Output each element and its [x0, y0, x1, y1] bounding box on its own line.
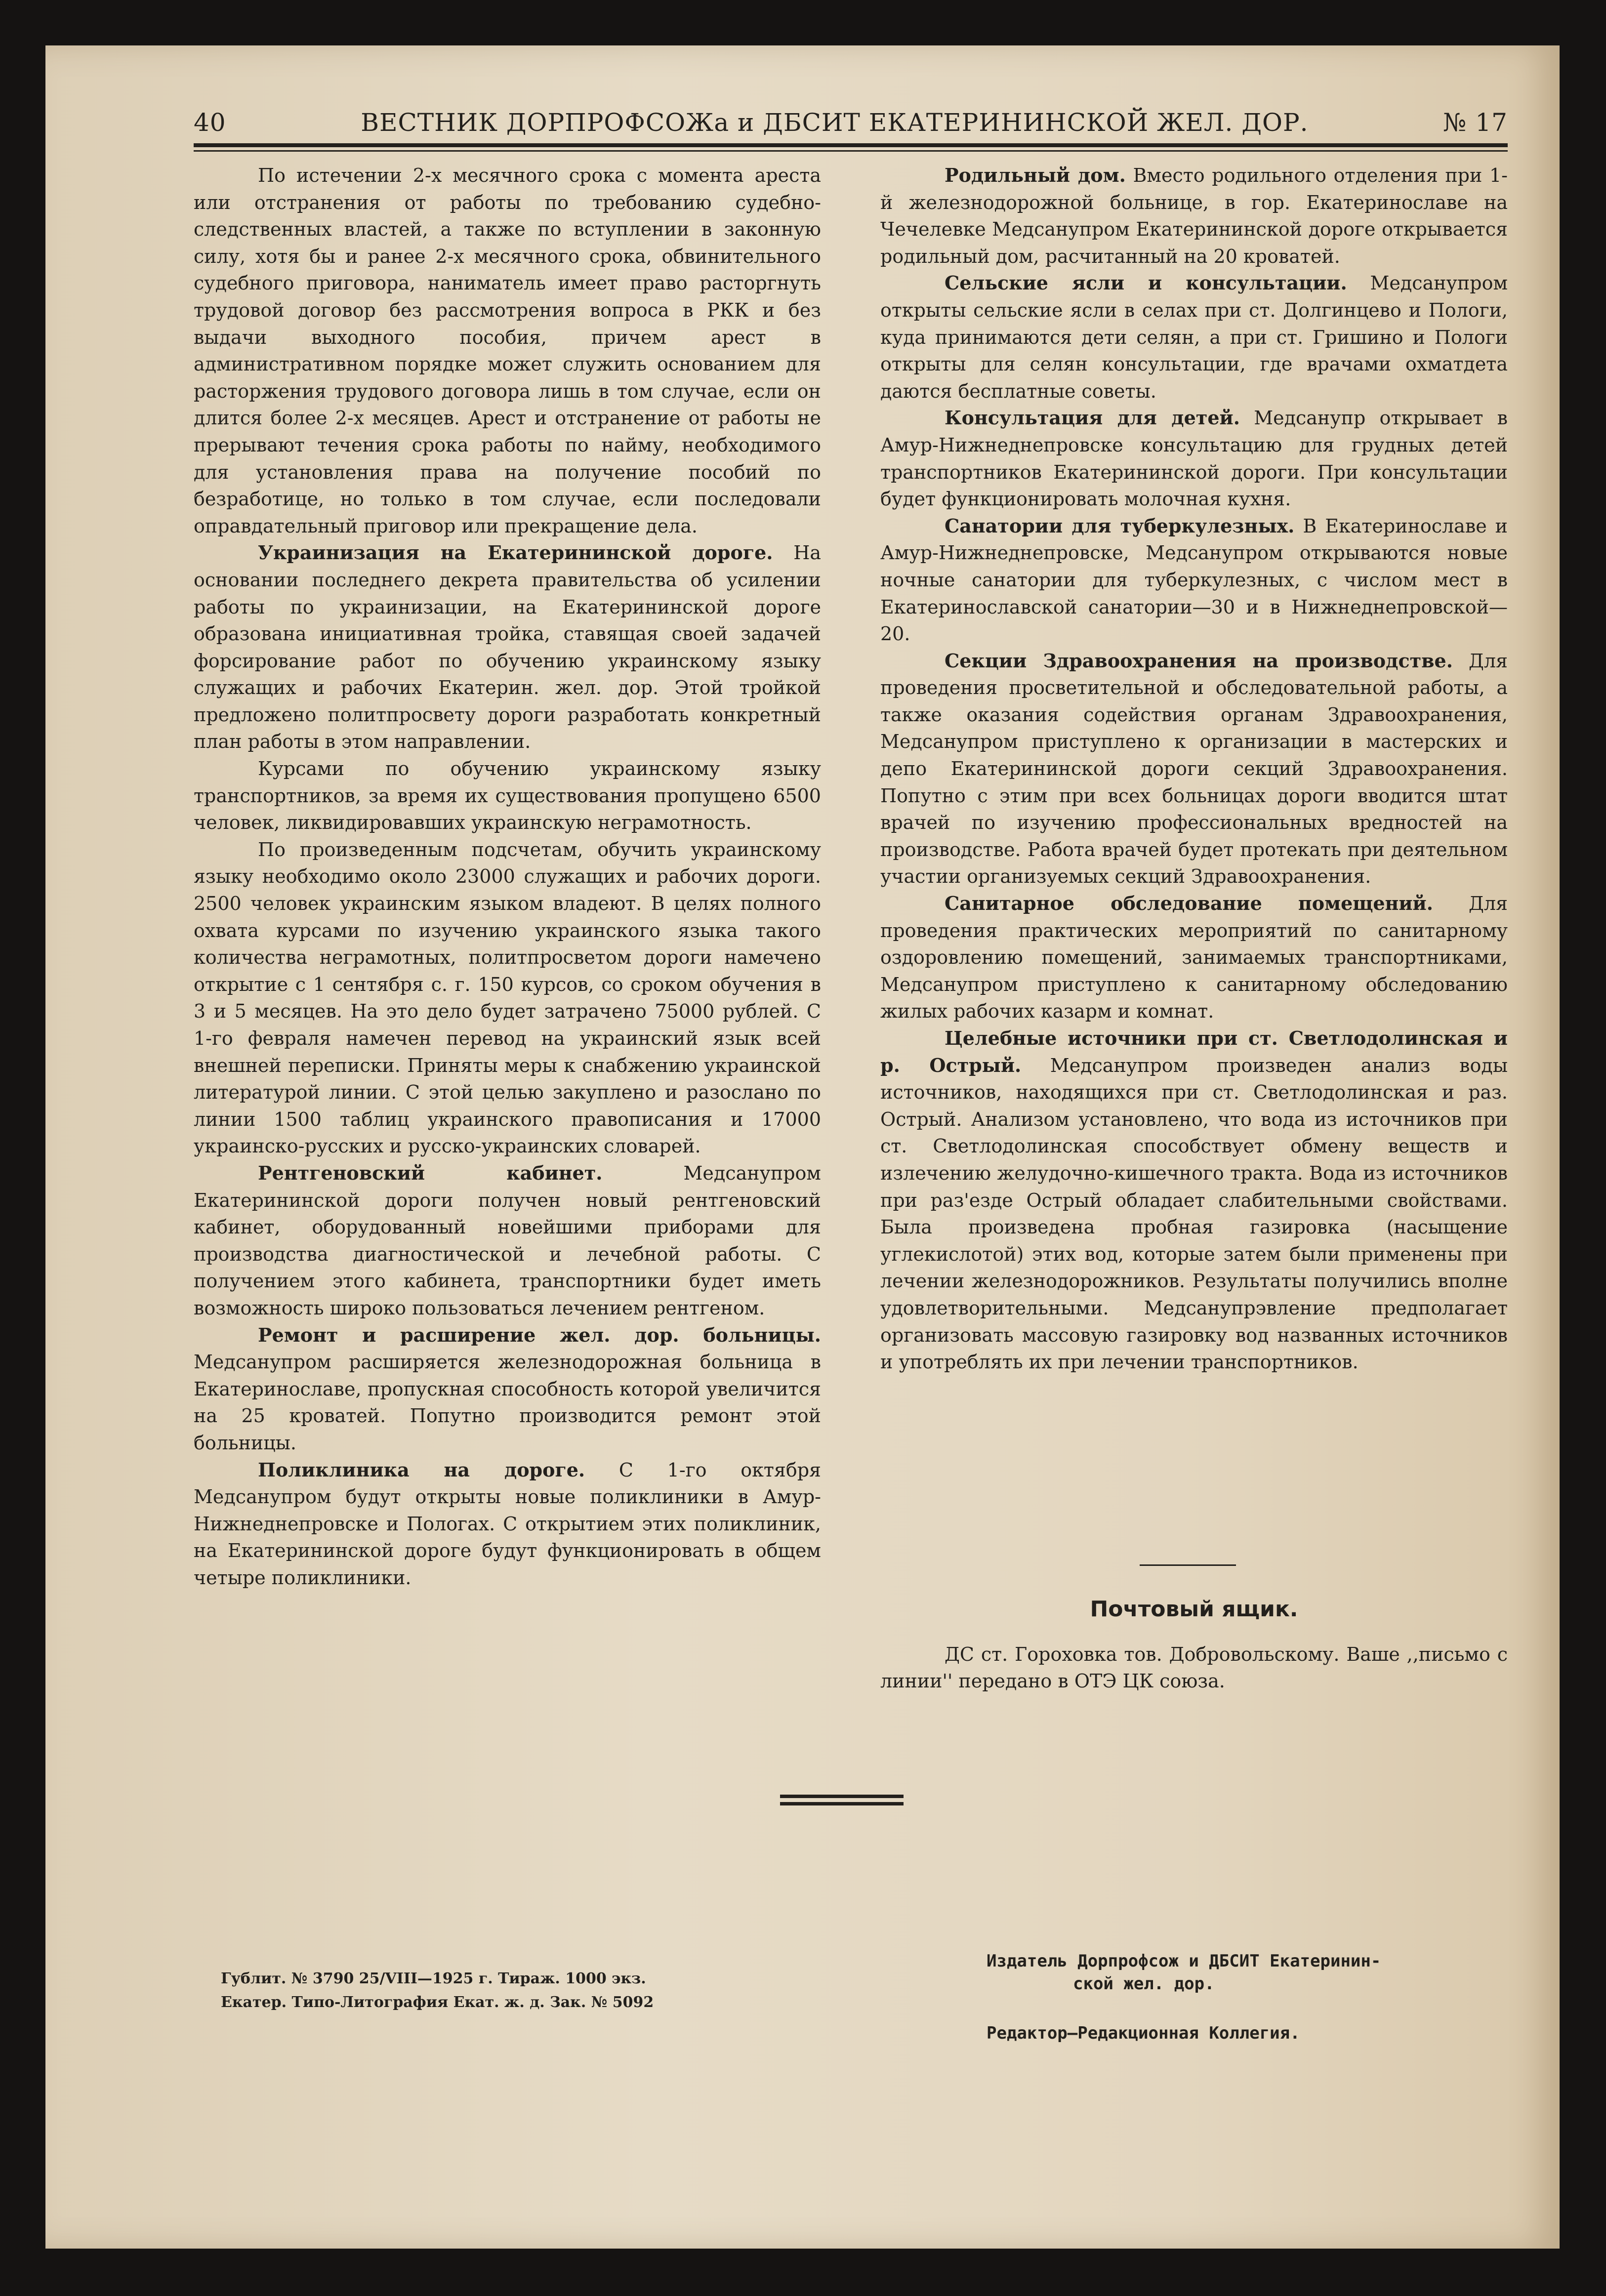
- issue-number: № 17: [1443, 108, 1508, 137]
- page-number: 40: [194, 108, 226, 137]
- article-paragraph: Ремонт и расширение жел. дор. больницы. Медсанупром расширяется железнодорожная больница в Екатеринославе, пропускная способность которой увеличится на 25 кроватей. Попутно производится ремонт этой больницы.: [194, 1323, 821, 1454]
- article-paragraph: Сельские ясли и консультации. Медсанупром открыты сельские ясли в селах при ст. Долгинцево и Пологи, куда принимаются дети селян, а при ст. Гришино и Пологи открыты для селян консультации, где врачами охматдета даются бесплатные советы.: [880, 272, 1508, 402]
- right-column: [880, 162, 1508, 1376]
- publisher-line-1: Издатель Дорпрофсож и ДБСИТ Екатеринин-: [987, 1951, 1381, 1971]
- imprint-line-2: Екатер. Типо-Литография Екат. ж. д. Зак. № 5092: [221, 1994, 654, 2011]
- article-heading: Санатории для туберкулезных.: [945, 514, 1295, 537]
- article-heading: Санитарное обследование помещений.: [945, 892, 1433, 915]
- article-heading: Поликлиника на дороге.: [258, 1458, 585, 1481]
- article-paragraph: Поликлиника на дороге. С 1-го октября Медсанупром будут открыты новые поликлиники в Амур-Нижнеднепровске и Пологах. С открытием этих поликлиник, на Екатерининской дороге будут функционировать в общем четыре поликлиники.: [194, 1458, 821, 1589]
- article-paragraph: Санитарное обследование помещений. Для проведения практических мероприятий по санитарному оздоровлению помещений, занимаемых транспортниками, Медсанупром приступлено к санитарному обследованию жилых рабочих казарм и комнат.: [880, 892, 1508, 1023]
- header-rule-thin: [194, 150, 1508, 152]
- article-heading: Секции Здравоохранения на производстве.: [945, 649, 1453, 672]
- article-heading: Родильный дом.: [945, 164, 1126, 186]
- article-heading: Целебные источники при ст. Светлодолинская и р. Острый.: [880, 1027, 1508, 1076]
- article-paragraph: Санатории для туберкулезных. В Екатеринославе и Амур-Нижнеднепровске, Медсанупром открываются новые ночные санатории для туберкулезных, с числом мест в Екатеринославской санатории—30 и в Нижнеднепровской—20.: [880, 514, 1508, 645]
- editor-line: Редактор—Редакционная Коллегия.: [987, 2023, 1300, 2043]
- newspaper-page: [45, 45, 1560, 2249]
- article-paragraph: По произведенным подсчетам, обучить украинскому языку необходимо около 23000 служащих и рабочих дороги. 2500 человек украинским языком владеют. В целях полного охвата курсами по изучению украинского языка такого количества неграмотных, политпросветом дороги намечено открытие с 1 сентября с. г. 150 курсов, со сроком обучения в 3 и 5 месяцев. На это дело будет затрачено 75000 рублей. С 1-го февраля намечен перевод на украинский язык всей внешней переписки. Приняты меры к снабжению украинской литературой линии. С этой целью закуплено и разослано по линии 1500 таблиц украинского правописания и 17000 украинско-русских и русско-украинских словарей.: [194, 838, 821, 1157]
- imprint: [221, 1967, 764, 2014]
- double-rule-bottom: [780, 1802, 904, 1805]
- masthead-title: ВЕСТНИК ДОРПРОФСОЖа и ДБСИТ ЕКАТЕРИНИНСКОЙ ЖЕЛ. ДОР.: [361, 108, 1309, 137]
- article-heading: Украинизация на Екатерининской дороге.: [258, 541, 773, 564]
- article-paragraph: Целебные источники при ст. Светлодолинская и р. Острый. Медсанупром произведен анализ воды источников, находящихся при ст. Светлодолинская и раз. Острый. Анализом установлено, что вода из источников при ст. Светлодолинская способствует обмену веществ и излечению желудочно-кишечного тракта. Вода из источников при раз'езде Острый обладает слабительными свойствами. Была произведена пробная газировка (насыщение углекислотой) этих вод, которые затем были применены при лечении железнодорожников. Результаты получились вполне удовлетворительными. Медсанупрэвление предполагает организовать массовую газировку вод названных источников и употреблять их при лечении транспортников.: [880, 1027, 1508, 1373]
- article-heading: Консультация для детей.: [945, 407, 1240, 429]
- imprint-line-1: Гублит. № 3790 25/VIII—1925 г. Тираж. 1000 экз.: [221, 1970, 646, 1987]
- double-rule-top: [780, 1795, 904, 1798]
- mailbox-title: Почтовый ящик.: [1090, 1597, 1298, 1622]
- article-heading: Сельские ясли и консультации.: [945, 272, 1347, 294]
- page-header: [194, 103, 1508, 142]
- publisher-block: [987, 1950, 1535, 2045]
- left-column: [194, 162, 821, 1591]
- article-paragraph: Рентгеновский кабинет. Медсанупром Екатерининской дороги получен новый рентгеновский кабинет, оборудованный новейшими приборами для производства диагностической и лечебной работы. С получением этого кабинета, транспортники будет иметь возможность широко пользоваться лечением рентгеном.: [194, 1161, 821, 1319]
- article-paragraph: Секции Здравоохранения на производстве. Для проведения просветительной и обследовательной работы, а также оказания содействия органам Здравоохранения, Медсанупром приступлено к организации в мастерских и депо Екатерининской дороги секций Здравоохранения. Попутно с этим при всех больницах дороги вводится штат врачей по изучению профессиональных вредностей на производстве. Работа врачей будет протекать при деятельном участии организуемых секций Здравоохранения.: [880, 649, 1508, 888]
- mailbox-text: ДС ст. Гороховка тов. Добровольскому. Ваше ,,письмо с линии'' передано в ОТЭ ЦК союза.: [880, 1643, 1508, 1692]
- article-paragraph: По истечении 2-х месячного срока с момента ареста или отстранения от работы по требованию судебно-следственных властей, а также по вступлении в законную силу, хотя бы и ранее 2-х месячного срока, обвинительного судебного приговора, наниматель имеет право расторгнуть трудовой договор без рассмотрения вопроса в РКК и без выдачи выходного пособия, причем арест в административном порядке может служить основанием для расторжения трудового договора лишь в том случае, если он длится более 2-х месяцев. Арест и отстранение от работы не прерывают течения срока работы по найму, необходимого для установления права на получение пособий по безработице, но только в том случае, если последовали оправдательный приговор или прекращение дела.: [194, 164, 821, 537]
- article-paragraph: Родильный дом. Вместо родильного отделения при 1-й железнодорожной больнице, в гор. Екатеринославе на Чечелевке Медсанупром Екатерининской дороге открывается родильный дом, расчитанный на 20 кроватей.: [880, 164, 1508, 267]
- article-paragraph: Украинизация на Екатерининской дороге. На основании последнего декрета правительства об усилении работы по украинизации, на Екатерининской дороге образована инициативная тройка, ставящая своей задачей форсирование работ по обучению украинскому языку служащих и рабочих Екатерин. жел. дор. Этой тройкой предложено политпросвету дороги разработать конкретный план работы в этом направлении.: [194, 541, 821, 753]
- article-paragraph: Курсами по обучению украинскому языку транспортников, за время их существования пропущено 6500 человек, ликвидировавших украинскую неграмотность.: [194, 758, 821, 834]
- article-heading: Ремонт и расширение жел. дор. больницы.: [258, 1323, 821, 1346]
- section-divider: [1140, 1564, 1236, 1566]
- publisher-line-2: ской жел. дор.: [1073, 1974, 1215, 1994]
- article-heading: Рентгеновский кабинет.: [258, 1161, 603, 1184]
- article-paragraph: Консультация для детей. Медсанупр открывает в Амур-Нижнеднепровске консультацию для грудных детей транспортников Екатерининской дороги. При консультации будет функционировать молочная кухня.: [880, 407, 1508, 510]
- header-rule-thick: [194, 143, 1508, 147]
